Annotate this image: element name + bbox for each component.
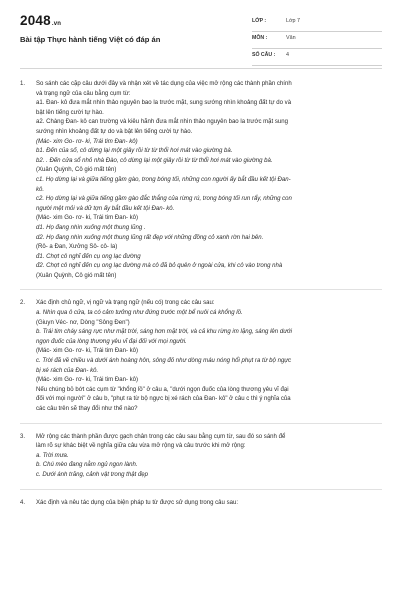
question-line: làm rõ sự khác biệt về nghĩa giữa câu vừa mở rộng và câu trước khi mở rộng: — [36, 443, 246, 450]
question-line: và trạng ngữ của câu bằng cụm từ: — [36, 90, 131, 97]
question-line: người mệt mỏi và dữ tợn ấy bắt đầu kết tội Đan- kô. — [36, 205, 175, 212]
question-line: a1. Đan- kô đưa mắt nhìn thảo nguyên bao la trước mặt, sung sướng nhìn khoảng đất tự do và — [36, 100, 292, 107]
question-number: 4. — [20, 499, 26, 506]
question-line: a. Trời mưa. — [36, 452, 69, 459]
document-header — [0, 0, 400, 62]
meta-row-subject — [252, 32, 382, 49]
source-citation: (Mác- xim Go- rơ- ki, Trái tim Đan- kô) — [36, 348, 139, 355]
document-title: Bài tập Thực hành tiếng Việt có đáp án — [20, 35, 161, 44]
source-citation: (Xuân Quỳnh, Cô gió mất tên) — [36, 272, 117, 279]
question-line: Xác định và nêu tác dụng của biện pháp tu từ được sử dụng trong câu sau: — [36, 499, 239, 506]
question-line: ngọn đuốc của lòng thương yêu vĩ đại đối với mọi người. — [36, 338, 187, 345]
meta-key: SỐ CÂU : — [252, 52, 276, 58]
question-line: c. Dưới ánh trăng, cảnh vật trong thật đẹp — [36, 471, 149, 478]
question-line: So sánh các cặp câu dưới đây và nhận xét về tác dụng của việc mở rộng các thành phần chính — [36, 81, 292, 87]
question-line: b1. Đến của số, cô dừng lại một giây rồi từ từ thổi hơi mát vào giường bà. — [36, 148, 233, 155]
source-citation: (Xuân Quỳnh, Cô gió mất tên) — [36, 167, 117, 174]
question-list — [20, 80, 380, 516]
question-4 — [20, 499, 380, 509]
header-divider — [20, 68, 382, 69]
source-citation: (Mác- xim Go- rơ- ki, Trái tim Đan- kô) — [36, 215, 139, 222]
question-line: a. Nhìn qua ô cửa, ta có cảm tưởng như đứng trước một bể nuôi cá khổng lồ. — [36, 310, 243, 317]
question-line: bật lên tiếng cười tự hào. — [36, 109, 104, 116]
question-divider — [20, 423, 382, 424]
site-logo[interactable] — [20, 13, 61, 28]
question-line: các câu trên sẽ thay đổi như thế nào? — [36, 406, 138, 412]
question-line: c1. Họ dừng lại và giữa tiếng gầm gào, trong bóng tối, những con người ấy bắt đầu kết tội Đan- — [36, 176, 291, 183]
question-line: b2. . Đến cửa sổ nhỏ nhà Đào, cô dừng lại một giây rồi từ từ thổi hơi mát vào giường bà. — [36, 157, 273, 164]
question-number: 1. — [20, 81, 26, 87]
source-citation: (Giuyn Véc- nơ, Dòng "Sông Đen") — [36, 319, 130, 326]
question-divider — [20, 289, 382, 290]
question-1 — [20, 80, 380, 281]
question-line: d2. Họ đang nhìn xuống một thung lũng rất đẹp với những đồng cỏ xanh rờn hai bên. — [36, 234, 264, 241]
question-line: sướng nhìn khoảng đất tự do và bật lên tiếng cười tự hào. — [36, 128, 193, 135]
question-3 — [20, 433, 380, 481]
question-line: Nếu chúng bỏ bớt các cụm từ "khổng lồ" ở câu a, "dưới ngọn đuốc của lòng thương yêu vĩ đại — [36, 386, 289, 393]
question-line: kô. — [36, 186, 45, 193]
meta-key: MÔN : — [252, 35, 268, 41]
source-citation: (Mác- xim Go- rơ- ki, Trái tim Đan- kô) — [36, 138, 138, 145]
question-line: đ1. Chợt cô nghĩ đến cụ ong lạc đường — [36, 253, 141, 260]
question-line: a2. Chàng Đan- kô can trường và kiêu hãnh đưa mắt nhìn thảo nguyên bao la trước mặt sung — [36, 119, 289, 126]
meta-table — [252, 15, 382, 66]
meta-value: Văn — [286, 35, 296, 41]
question-line: c2. Họ dừng lại và giữa tiếng gầm gào đắc thắng của rừng rú, trong bóng tối run rẩy, những con — [36, 196, 292, 203]
question-line: c. Trời đã về chiều và dưới ánh hoàng hôn, sông đỏ như dòng máu nóng hổi phụt ra từ bộ ngực — [36, 358, 292, 365]
question-number: 3. — [20, 433, 26, 440]
question-line: Mở rộng các thành phần được gạch chân trong các câu sau bằng cụm từ, sau đó so sánh để — [36, 433, 286, 440]
meta-key: LỚP : — [252, 18, 267, 24]
logo-suffix: .vn — [51, 21, 62, 27]
question-line: d1. Họ đang nhìn xuống một thung lũng . — [36, 224, 146, 231]
question-line: b. Trái tim cháy sáng rực như mặt trời, sáng hơn mặt trời, và cả khu rừng im lặng, sáng lên dưới — [36, 329, 293, 336]
meta-row-count — [252, 49, 382, 66]
question-line: b. Chú mèo đang nằm ngủ ngon lành. — [36, 462, 138, 469]
question-2 — [20, 299, 380, 414]
question-line: đối với mọi người" ở câu b, "phụt ra từ bộ ngực bị xé rách của Đan- kô" ở câu c thì ý nghĩa của — [36, 396, 291, 403]
source-citation: (Mác- xim Go- rơ- ki, Trái tim Đan- kô) — [36, 377, 139, 384]
question-line: đ2. Chợt cô nghĩ đến cụ ong lạc đường mà cô đã bỏ quên ở ngoài cửa, khi cô vào trong nhà — [36, 263, 283, 270]
meta-value: 4 — [286, 52, 289, 58]
question-divider — [20, 489, 382, 490]
meta-row-grade — [252, 15, 382, 32]
meta-value: Lớp 7 — [286, 18, 301, 24]
logo-text: 2048 — [20, 13, 51, 28]
question-line: Xác định chủ ngữ, vị ngữ và trạng ngữ (nếu có) trong các câu sau: — [36, 300, 215, 307]
question-line: bị xé rách của Đan- kô. — [36, 367, 99, 374]
question-number: 2. — [20, 300, 26, 307]
source-citation: (Rô- a Đan, Xưởng Sô- cô- la) — [36, 244, 118, 251]
